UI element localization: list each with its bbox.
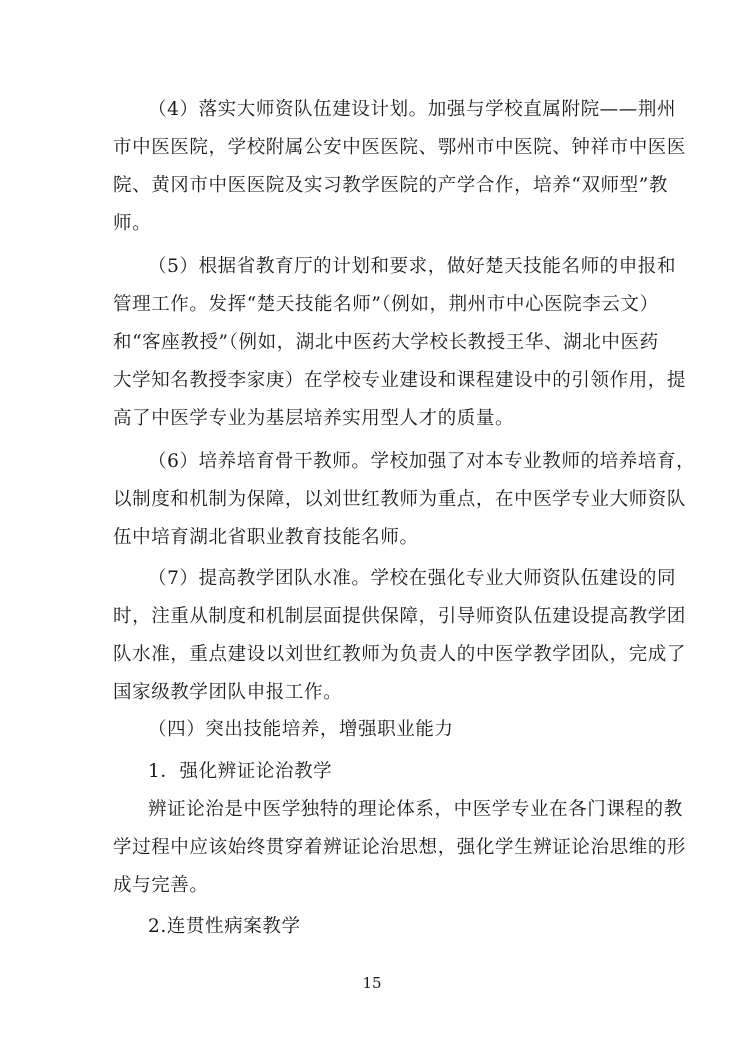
text-line: 伍中培育湖北省职业教育技能名师。: [113, 527, 419, 548]
text-line: 院、黄冈市中医医院及实习教学医院的产学合作，培养“双师型”教: [113, 175, 668, 196]
text-line: 师。: [113, 213, 152, 234]
text-line: 国家级教学团队申报工作。: [113, 682, 343, 703]
section-heading: （四）突出技能培养，增强职业能力: [148, 719, 454, 740]
text-line: 大学知名教授李家庚）在学校专业建设和课程建设中的引领作用，提: [113, 370, 687, 391]
text-line: 时，注重从制度和机制层面提供保障，引导师资队伍建设提高教学团: [113, 606, 687, 627]
text-line: （6）培养培育骨干教师。学校加强了对本专业教师的培养培育，: [148, 451, 696, 472]
text-line: 以制度和机制为保障，以刘世红教师为重点，在中医学专业大师资队: [113, 489, 687, 510]
subheading-1: 1．强化辨证论治教学: [148, 761, 333, 782]
subheading-2: 2.连贯性病案教学: [148, 916, 301, 937]
text-line: 辨证论治是中医学独特的理论体系，中医学专业在各门课程的教: [148, 799, 683, 820]
text-line: 学过程中应该始终贯穿着辨证论治思想，强化学生辨证论治思维的形: [113, 837, 687, 858]
text-line: （5）根据省教育厅的计划和要求，做好楚天技能名师的申报和: [148, 256, 677, 277]
text-line: 和“客座教授”（例如，湖北中医药大学校长教授王华、湖北中医药: [113, 332, 659, 353]
text-line: （4）落实大师资队伍建设计划。加强与学校直属附院——荆州: [148, 99, 677, 120]
text-line: （7）提高教学团队水准。学校在强化专业大师资队伍建设的同: [148, 568, 677, 589]
text-line: 队水准，重点建设以刘世红教师为负责人的中医学教学团队，完成了: [113, 644, 687, 665]
text-line: 管理工作。发挥“楚天技能名师”（例如，荆州市中心医院李云文）: [113, 294, 659, 315]
text-line: 成与完善。: [113, 875, 209, 896]
text-line: 市中医医院，学校附属公安中医医院、鄂州市中医院、钟祥市中医医: [113, 137, 687, 158]
page-number: 15: [362, 974, 382, 992]
text-line: 高了中医学专业为基层培养实用型人才的质量。: [113, 408, 515, 429]
